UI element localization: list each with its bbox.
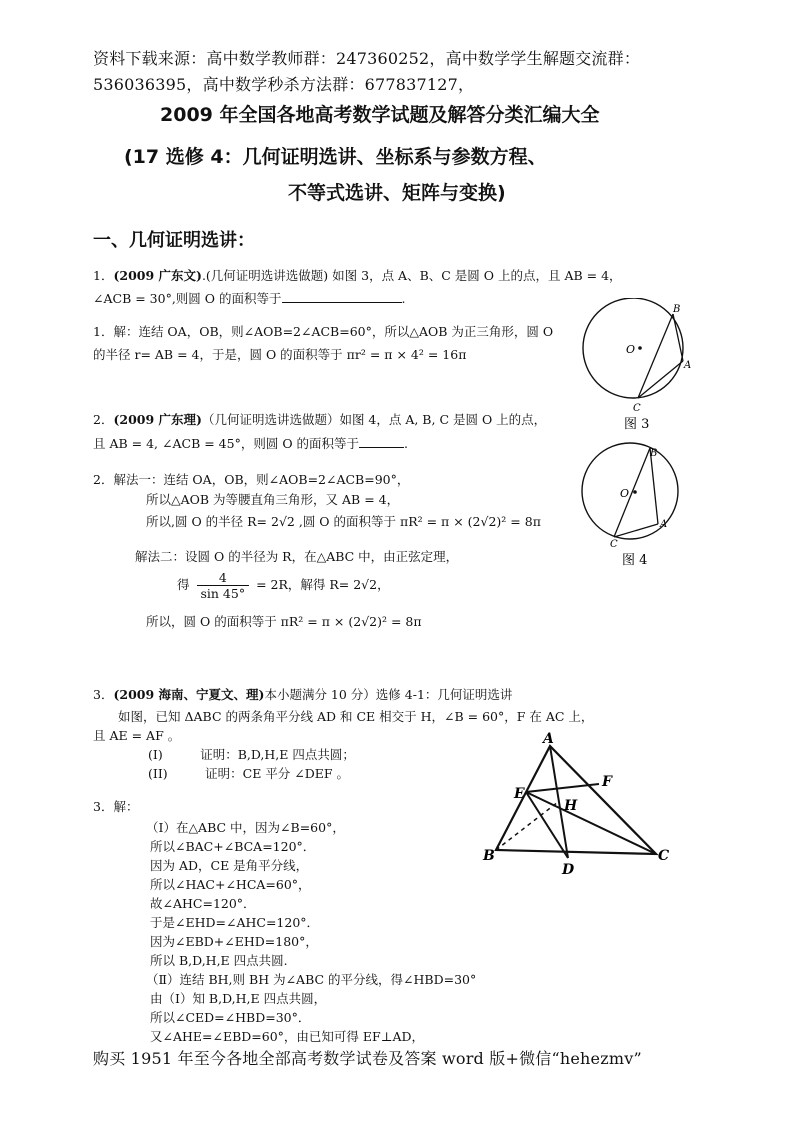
problem-2-line-2: [93, 434, 408, 452]
solution-3-line: 所以∠HAC+∠HCA=60°，: [150, 877, 311, 892]
problem-3-line-1: 如图，已知 ΔABC 的两条角平分线 AD 和 CE 相交于 H，∠B = 60°，F 在 AC 上，: [118, 709, 594, 724]
problem-2-given: 且 AB = 4, ∠ACB = 45°: [93, 436, 241, 451]
solution-3-line: 由（Ⅰ）知 B,D,H,E 四点共圆，: [150, 991, 327, 1006]
center-dot: [633, 490, 637, 494]
title-line-2: (17 选修 4：几何证明选讲、坐标系与参数方程、: [124, 146, 547, 168]
label-o: O: [620, 487, 630, 500]
title-line-3: 不等式选讲、矩阵与变换): [288, 182, 506, 204]
figure-4-circle-diagram: [570, 440, 710, 572]
solution-2-fraction-line: [177, 570, 390, 601]
figure-3-circle-diagram: [570, 298, 710, 433]
label-o: O: [626, 343, 636, 356]
solution-3-line: 又∠AHE=∠EBD=60°，由已知可得 EF⊥AD，: [150, 1029, 425, 1044]
label-b: B: [673, 304, 681, 315]
solution-2-line-1: 2．解法一：连结 OA，OB，则∠AOB=2∠ACB=90°，: [93, 472, 410, 487]
figure-3-caption: 图 3: [624, 417, 650, 432]
solution-3-line: 于是∠EHD=∠AHC=120°．: [150, 915, 320, 930]
footer-advert: 购买 1951 年至今各地全部高考数学试卷及答案 word 版+微信“hehezmv”: [93, 1049, 642, 1068]
period: .: [401, 291, 406, 306]
problem-3-line-2: 且 AE = AF 。: [93, 728, 181, 743]
solution-3-line: 因为 AD，CE 是角平分线，: [150, 858, 309, 873]
label-a: A: [684, 360, 692, 371]
problem-3-source: (2009 海南、宁夏文、理): [113, 687, 265, 702]
problem-2-ask: ，则圆 O 的面积等于: [240, 436, 360, 451]
solution-3-line: （Ⅰ）在△ABC 中，因为∠B=60°，: [146, 820, 345, 835]
problem-2-number: 2．: [93, 412, 114, 427]
problem-3-line-0: [93, 685, 512, 703]
problem-1-number: 1．: [93, 268, 114, 283]
solution-2-line-3: 所以,圆 O 的半径 R= 2√2 ,圆 O 的面积等于 πR² = π × (2√2)² = 8π: [146, 514, 541, 529]
problem-1-angle: ∠ACB = 30°: [93, 291, 172, 306]
label-c: C: [610, 539, 618, 550]
section-heading: 一、几何证明选讲：: [93, 230, 255, 251]
problem-1-source: (2009 广东文): [113, 268, 202, 283]
problem-2-question: （几何证明选讲选做题）如图 4，点 A, B, C 是圆 O 上的点，: [201, 412, 547, 427]
solution-3-line: 因为∠EBD+∠EHD=180°，: [150, 934, 318, 949]
fraction-denominator: sin 45°: [200, 586, 246, 601]
solution-2-line-2: 所以△AOB 为等腰直角三角形，又 AB = 4，: [146, 492, 400, 507]
problem-3-header: 本小题满分 10 分）选修 4-1：几何证明选讲: [264, 687, 513, 702]
segment-ef: [526, 784, 599, 792]
problem-2-line-1: [93, 410, 546, 428]
solution-3-label: 3．解：: [93, 799, 139, 814]
solution-3-line: 故∠AHC=120°．: [150, 896, 256, 911]
chord-ca: [614, 524, 658, 537]
problem-1-ask: ,则圆 O 的面积等于: [171, 291, 282, 306]
label-a: A: [660, 519, 668, 530]
solution-3-line: 所以 B,D,H,E 四点共圆.: [150, 953, 288, 968]
problem-1-question: .(几何证明选讲选做题) 如图 3，点 A、B、C 是圆 O 上的点，且 AB = 4，: [201, 268, 622, 283]
header-line-1: 资料下载来源：高中数学教师群：247360252，高中数学学生解题交流群：: [93, 49, 641, 68]
solution-3-line: 所以∠CED=∠HBD=30°．: [150, 1010, 311, 1025]
solution-2-line-4: 解法二：设圆 O 的半径为 R，在△ABC 中，由正弦定理，: [135, 549, 459, 564]
problem-3-part-2: (II) 证明：CE 平分 ∠DEF 。: [148, 766, 350, 781]
label-a: A: [543, 732, 554, 747]
figure-triangle-abc: [480, 732, 680, 880]
label-f: F: [602, 774, 612, 790]
label-h: H: [564, 798, 578, 814]
chord-ca: [638, 361, 683, 398]
header-line-2: 536036395，高中数学秒杀方法群：677837127，: [93, 75, 475, 94]
solution-3-line: 所以∠BAC+∠BCA=120°．: [150, 839, 316, 854]
solution-1-line-1: 1．解：连结 OA，OB，则∠AOB=2∠ACB=60°，所以△AOB 为正三角形，圆 O: [93, 324, 554, 339]
label-d: D: [562, 862, 575, 878]
answer-blank: [359, 435, 404, 448]
fraction: [197, 570, 250, 601]
problem-2-source: (2009 广东理): [113, 412, 202, 427]
chord-ab: [650, 448, 658, 524]
problem-1-line-2: [93, 289, 405, 307]
solution-2-line-6: 所以，圆 O 的面积等于 πR² = π × (2√2)² = 8π: [146, 614, 422, 629]
label-b: B: [650, 448, 658, 459]
solution-3-line: （Ⅱ）连结 BH,则 BH 为∠ABC 的平分线，得∠HBD=30°: [146, 972, 477, 987]
problem-1-line-1: [93, 266, 622, 284]
label-c: C: [633, 403, 641, 414]
label-b: B: [483, 848, 495, 864]
title-line-1: 2009 年全国各地高考数学试题及解答分类汇编大全: [160, 104, 600, 126]
label-c: C: [658, 848, 670, 864]
figure-4-caption: 图 4: [622, 553, 648, 568]
word-de: 得: [177, 577, 190, 592]
fraction-result: = 2R，解得 R= 2√2，: [256, 577, 390, 592]
problem-3-part-1: (I) 证明：B,D,H,E 四点共圆；: [148, 747, 355, 762]
period: .: [404, 436, 409, 451]
center-dot: [638, 346, 642, 350]
problem-3-number: 3．: [93, 687, 114, 702]
answer-blank: [282, 290, 402, 303]
fraction-numerator: 4: [197, 570, 250, 586]
chord-cb: [638, 314, 673, 398]
label-e: E: [514, 786, 525, 802]
solution-1-line-2: 的半径 r= AB = 4，于是，圆 O 的面积等于 πr² = π × 4² = 16π: [93, 347, 467, 362]
